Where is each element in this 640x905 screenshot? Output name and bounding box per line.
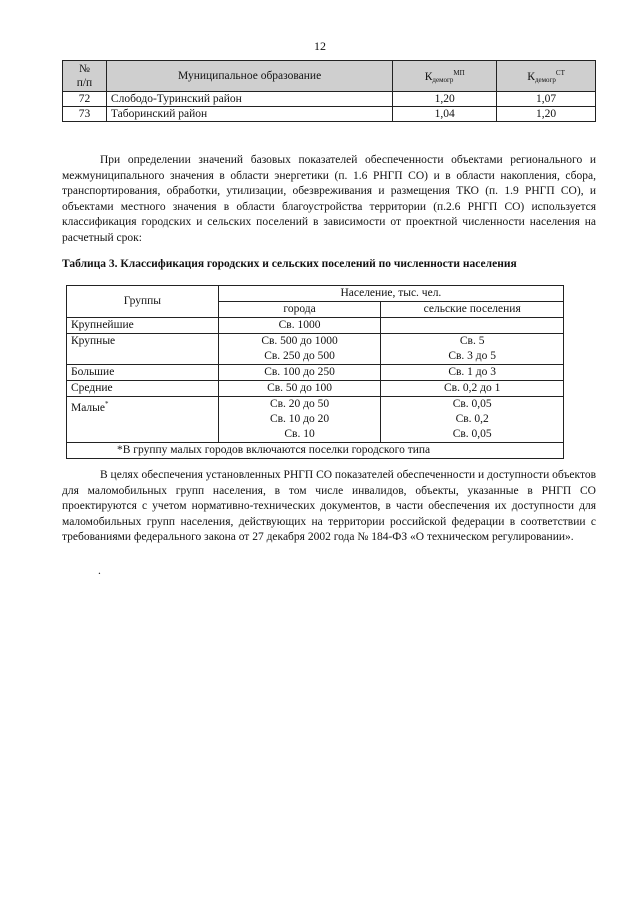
- cities-value: Св. 50 до 100: [218, 381, 381, 397]
- table-footnote-row: [67, 443, 564, 459]
- table-row: [63, 107, 596, 122]
- table3-caption: Таблица 3. Классификация городских и сельских поселений по численности населения: [62, 258, 517, 270]
- header-municipality: Муниципальное образование: [106, 61, 392, 92]
- header-number: № п/п: [63, 61, 107, 92]
- paragraph-accessibility: В целях обеспечения установленных РНГП СО показателей обеспеченности и доступности объектов для маломобильных групп населения, в том числе инвалидов, объекты, указанные в РНГП СО проектируются с учетом нормативно-технических документов, в части обеспечения их доступности для маломобильных групп населения, действующих на территории российской федерации в соответствии с требованиями федерального закона от 27 декабря 2002 года № 184-ФЗ «О техническом регулировании».: [62, 469, 597, 543]
- group-large: Крупные: [67, 334, 219, 365]
- row-municipality: Таборинский район: [106, 107, 392, 122]
- header-cities: города: [218, 302, 381, 318]
- group-small: Малые*: [67, 397, 219, 443]
- rural-value: [381, 318, 564, 334]
- settlement-classification-table: [66, 285, 564, 459]
- cities-value: Св. 20 до 50 Св. 10 до 20 Св. 10: [218, 397, 381, 443]
- header-groups: Группы: [67, 286, 219, 318]
- header-rural: сельские поселения: [381, 302, 564, 318]
- trailing-dot: .: [98, 565, 101, 577]
- table-footnote: *В группу малых городов включаются поселки городского типа: [67, 443, 564, 459]
- table-row: [67, 334, 564, 365]
- row-k-st: 1,20: [497, 107, 596, 122]
- group-big: Большие: [67, 365, 219, 381]
- page-number: 12: [314, 39, 326, 53]
- row-k-st: 1,07: [497, 92, 596, 107]
- table-row: [63, 92, 596, 107]
- group-largest: Крупнейшие: [67, 318, 219, 334]
- table-header-row: [67, 286, 564, 302]
- row-number: 72: [63, 92, 107, 107]
- row-number: 73: [63, 107, 107, 122]
- table-row: [67, 381, 564, 397]
- municipality-coefficients-table: [62, 60, 596, 122]
- rural-value: Св. 1 до 3: [381, 365, 564, 381]
- table-row: [67, 397, 564, 443]
- header-k-demogr-st: $К_{демогр}^{СТ}$: [497, 61, 596, 92]
- table-row: [67, 318, 564, 334]
- table-row: [67, 365, 564, 381]
- rural-value: Св. 0,2 до 1: [381, 381, 564, 397]
- cities-value: Св. 100 до 250: [218, 365, 381, 381]
- rural-value: Св. 0,05 Св. 0,2 Св. 0,05: [381, 397, 564, 443]
- table-header-row: [63, 61, 596, 92]
- cities-value: Св. 500 до 1000 Св. 250 до 500: [218, 334, 381, 365]
- header-population: Население, тыс. чел.: [218, 286, 563, 302]
- group-medium: Средние: [67, 381, 219, 397]
- header-k-demogr-mp: $К_{демогр}^{МП}$: [393, 61, 497, 92]
- rural-value: Св. 5 Св. 3 до 5: [381, 334, 564, 365]
- row-municipality: Слободо-Туринский район: [106, 92, 392, 107]
- row-k-mp: 1,20: [393, 92, 497, 107]
- paragraph-classification-intro: При определении значений базовых показателей обеспеченности объектами регионального и межмуниципального значения в области энергетики (п. 1.6 РНГП СО) и в области накопления, сбора, транспортирования, обработки, утилизации, обезвреживания и размещения ТКО (п. 1.9 РНГП СО), и объектами местного значения в области благоустройства территории (п.2.6 РНГП СО) используется классификация городских и сельских поселений в зависимости от проектной численности населения на расчетный срок:: [62, 154, 596, 244]
- row-k-mp: 1,04: [393, 107, 497, 122]
- cities-value: Св. 1000: [218, 318, 381, 334]
